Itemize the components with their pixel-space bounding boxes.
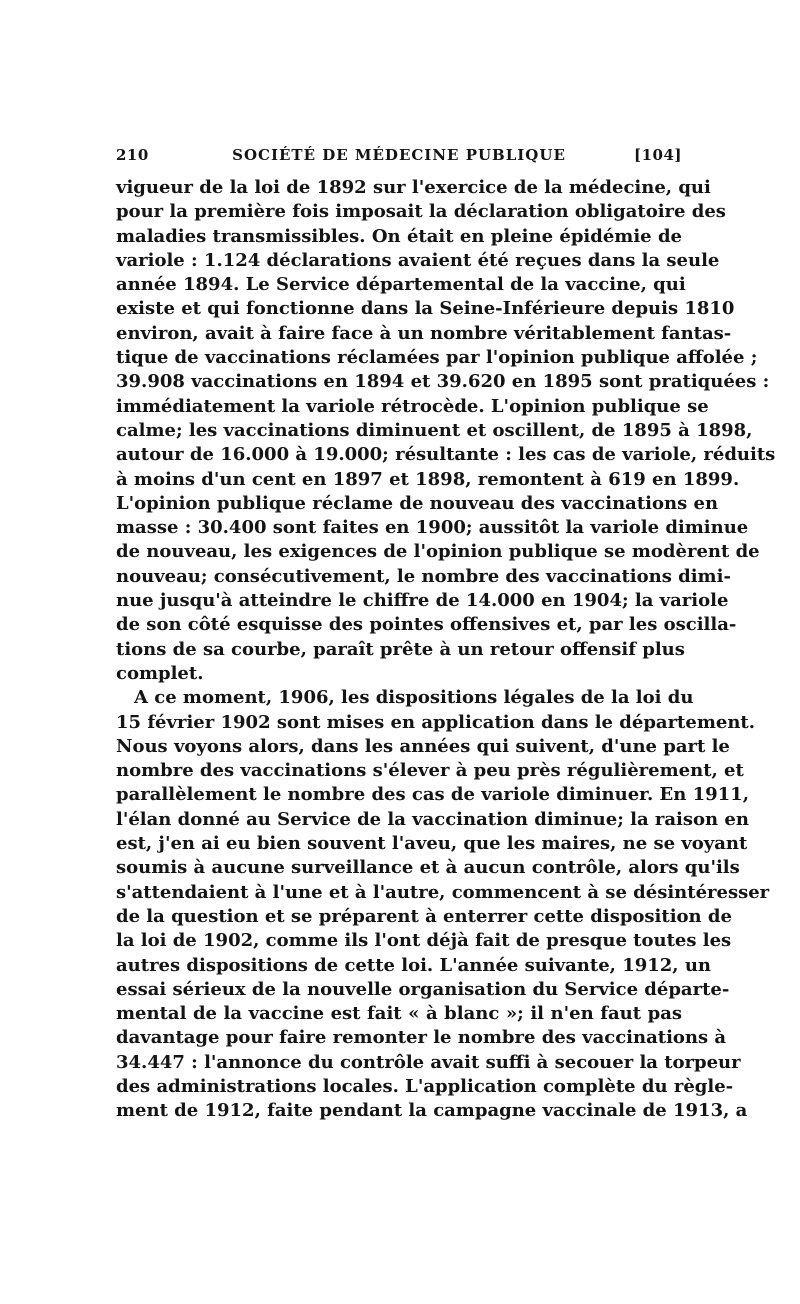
text-line: nouveau; consécutivement, le nombre des vaccinations dimi- xyxy=(116,565,731,587)
text-line: 34.447 : l'annonce du contrôle avait suffi à secouer la torpeur xyxy=(116,1051,741,1073)
page-number: 210 xyxy=(116,146,149,164)
text-line: complet. xyxy=(116,662,204,684)
text-line: l'élan donné au Service de la vaccination diminue; la raison en xyxy=(116,808,749,830)
text-line: pour la première fois imposait la déclaration obligatoire des xyxy=(116,201,726,223)
text-line: autour de 16.000 à 19.000; résultante : les cas de variole, réduits xyxy=(116,444,776,466)
body-text xyxy=(116,176,776,1124)
text-line: s'attendaient à l'une et à l'autre, commencent à se désintéresser xyxy=(116,881,770,903)
text-line: soumis à aucune surveillance et à aucun contrôle, alors qu'ils xyxy=(116,857,740,879)
paragraph-2 xyxy=(116,686,770,1123)
text-line: calme; les vaccinations diminuent et oscillent, de 1895 à 1898, xyxy=(116,419,753,441)
book-page xyxy=(116,140,776,1124)
text-line: existe et qui fonctionne dans la Seine-Inférieure depuis 1810 xyxy=(116,298,735,320)
text-line: de la question et se préparent à enterrer cette disposition de xyxy=(116,905,732,927)
text-line: variole : 1.124 déclarations avaient été reçues dans la seule xyxy=(116,249,720,271)
text-line: tions de sa courbe, paraît prête à un retour offensif plus xyxy=(116,638,685,660)
bracket-reference: [104] xyxy=(633,146,682,164)
text-line: tique de vaccinations réclamées par l'opinion publique affolée ; xyxy=(116,347,758,369)
text-line: est, j'en ai eu bien souvent l'aveu, que les maires, ne se voyant xyxy=(116,833,748,855)
text-line: masse : 30.400 sont faites en 1900; aussitôt la variole diminue xyxy=(116,517,749,539)
text-line: la loi de 1902, comme ils l'ont déjà fait de presque toutes les xyxy=(116,930,732,952)
text-line: autres dispositions de cette loi. L'année suivante, 1912, un xyxy=(116,954,711,976)
text-line: nombre des vaccinations s'élever à peu près régulièrement, et xyxy=(116,760,744,782)
text-line: mental de la vaccine est fait « à blanc »; il n'en faut pas xyxy=(116,1003,682,1025)
text-line: de son côté esquisse des pointes offensives et, par les oscilla- xyxy=(116,614,737,636)
text-line: Nous voyons alors, dans les années qui suivent, d'une part le xyxy=(116,735,730,757)
text-line: nue jusqu'à atteindre le chiffre de 14.000 en 1904; la variole xyxy=(116,590,729,612)
text-line: environ, avait à faire face à un nombre véritablement fantas- xyxy=(116,322,732,344)
paragraph-1 xyxy=(116,176,776,686)
text-line: L'opinion publique réclame de nouveau des vaccinations en xyxy=(116,492,719,514)
text-line: 15 février 1902 sont mises en application dans le département. xyxy=(116,711,755,733)
text-line: des administrations locales. L'application complète du règle- xyxy=(116,1075,734,1097)
text-line: 39.908 vaccinations en 1894 et 39.620 en 1895 sont pratiquées : xyxy=(116,371,770,393)
text-line: parallèlement le nombre des cas de variole diminuer. En 1911, xyxy=(116,784,749,806)
text-line: année 1894. Le Service départemental de la vaccine, qui xyxy=(116,274,686,296)
text-line: à moins d'un cent en 1897 et 1898, remontent à 619 en 1899. xyxy=(116,468,740,490)
text-line: maladies transmissibles. On était en pleine épidémie de xyxy=(116,225,682,247)
text-line: de nouveau, les exigences de l'opinion publique se modèrent de xyxy=(116,541,760,563)
text-line: essai sérieux de la nouvelle organisation du Service départe- xyxy=(116,978,730,1000)
text-line: davantage pour faire remonter le nombre des vaccinations à xyxy=(116,1027,727,1049)
text-line: immédiatement la variole rétrocède. L'opinion publique se xyxy=(116,395,709,417)
text-line: ment de 1912, faite pendant la campagne vaccinale de 1913, a xyxy=(116,1100,748,1122)
running-title: SOCIÉTÉ DE MÉDECINE PUBLIQUE xyxy=(232,146,566,164)
text-line: vigueur de la loi de 1892 sur l'exercice de la médecine, qui xyxy=(116,177,711,198)
text-line: A ce moment, 1906, les dispositions légales de la loi du xyxy=(134,687,694,709)
running-header xyxy=(116,140,682,168)
